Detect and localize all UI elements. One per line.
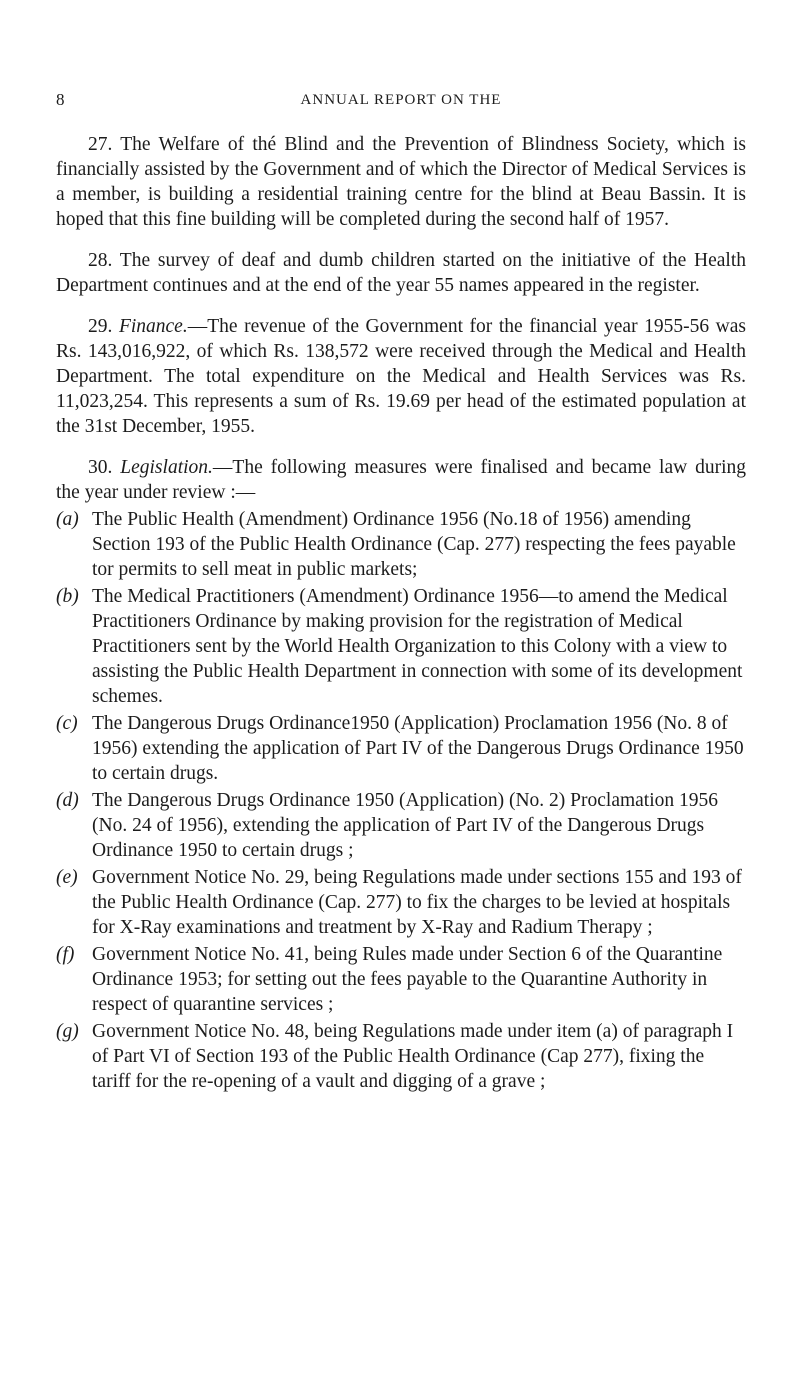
item-marker: (e) — [56, 867, 78, 888]
item-marker: (c) — [56, 713, 78, 734]
legislation-item-b — [56, 584, 746, 709]
paragraph-text: The Welfare of thé Blind and the Prevention of Blindness Society, which is financially assisted by the Government and of which the Director of Medical Services is a member, is building a residential training centre for the blind at Beau Bassin. It is hoped that this fine building will be completed during the second half of 1957. — [56, 134, 746, 230]
item-text: Government Notice No. 41, being Rules made under Section 6 of the Quarantine Ordinance 1953; for setting out the fees payable to the Quarantine Authority in respect of quarantine services ; — [92, 944, 723, 1015]
paragraph-title: Finance. — [118, 316, 188, 337]
paragraph-number: 28. — [88, 250, 113, 271]
body-text — [56, 132, 746, 1096]
running-head: ANNUAL REPORT ON THE — [300, 92, 502, 108]
item-marker: (g) — [56, 1021, 79, 1042]
paragraph-text: —The revenue of the Government for the financial year 1955-56 was Rs. 143,016,922, of which Rs. 138,572 were received through the Medical and Health Department. The total expenditure on the Medical and Health Services was Rs. 11,023,254. This represents a sum of Rs. 19.69 per head of the estimated population at the 31st December, 1955. — [56, 316, 746, 437]
paragraph-title: Legislation. — [120, 457, 213, 478]
paragraph-number: 29. — [88, 316, 113, 337]
legislation-item-e — [56, 865, 746, 940]
paragraph-number: 30. — [88, 457, 113, 478]
item-text: The Public Health (Amendment) Ordinance 1956 (No.18 of 1956) amending Section 193 of the Public Health Ordinance (Cap. 277) respecting the fees payable tor permits to sell meat in public markets; — [92, 509, 736, 580]
page-number: 8 — [56, 90, 65, 109]
legislation-item-c — [56, 711, 746, 786]
paragraph-number: 27. — [88, 134, 113, 155]
item-marker: (f) — [56, 944, 75, 965]
legislation-item-g — [56, 1019, 746, 1094]
item-marker: (a) — [56, 509, 79, 530]
item-text: The Dangerous Drugs Ordinance 1950 (Application) (No. 2) Proclamation 1956 (No. 24 of 1956), extending the application of Part IV of the Dangerous Drugs Ordinance 1950 to certain drugs ; — [92, 790, 719, 861]
legislation-item-a — [56, 507, 746, 582]
paragraph-text: —The following measures were finalised and became law during the year under review :— — [56, 457, 746, 503]
legislation-item-d — [56, 788, 746, 863]
item-marker: (b) — [56, 586, 79, 607]
legislation-item-f — [56, 942, 746, 1017]
item-text: Government Notice No. 48, being Regulations made under item (a) of paragraph I of Part VI of Section 193 of the Public Health Ordinance (Cap 277), fixing the tariff for the re-opening of a vault and digging of a grave ; — [92, 1021, 734, 1092]
page-header — [56, 90, 746, 114]
paragraph-29-finance — [56, 314, 746, 439]
item-text: Government Notice No. 29, being Regulations made under sections 155 and 193 of the Public Health Ordinance (Cap. 277) to fix the charges to be levied at hospitals for X-Ray examinations and treatment by X-Ray and Radium Therapy ; — [92, 867, 742, 938]
item-marker: (d) — [56, 790, 79, 811]
paragraph-30-legislation — [56, 455, 746, 505]
item-text: The Medical Practitioners (Amendment) Ordinance 1956—to amend the Medical Practitioners Ordinance by making provision for the registration of Medical Practitioners sent by the World Health Organization to this Colony with a view to assisting the Public Health Department in connection with some of its development schemes. — [92, 586, 743, 707]
legislation-list — [56, 507, 746, 1094]
item-text: The Dangerous Drugs Ordinance1950 (Application) Proclamation 1956 (No. 8 of 1956) extending the application of Part IV of the Dangerous Drugs Ordinance 1950 to certain drugs. — [92, 713, 744, 784]
paragraph-27 — [56, 132, 746, 232]
paragraph-text: The survey of deaf and dumb children started on the initiative of the Health Department continues and at the end of the year 55 names appeared in the register. — [56, 250, 746, 296]
paragraph-28 — [56, 248, 746, 298]
